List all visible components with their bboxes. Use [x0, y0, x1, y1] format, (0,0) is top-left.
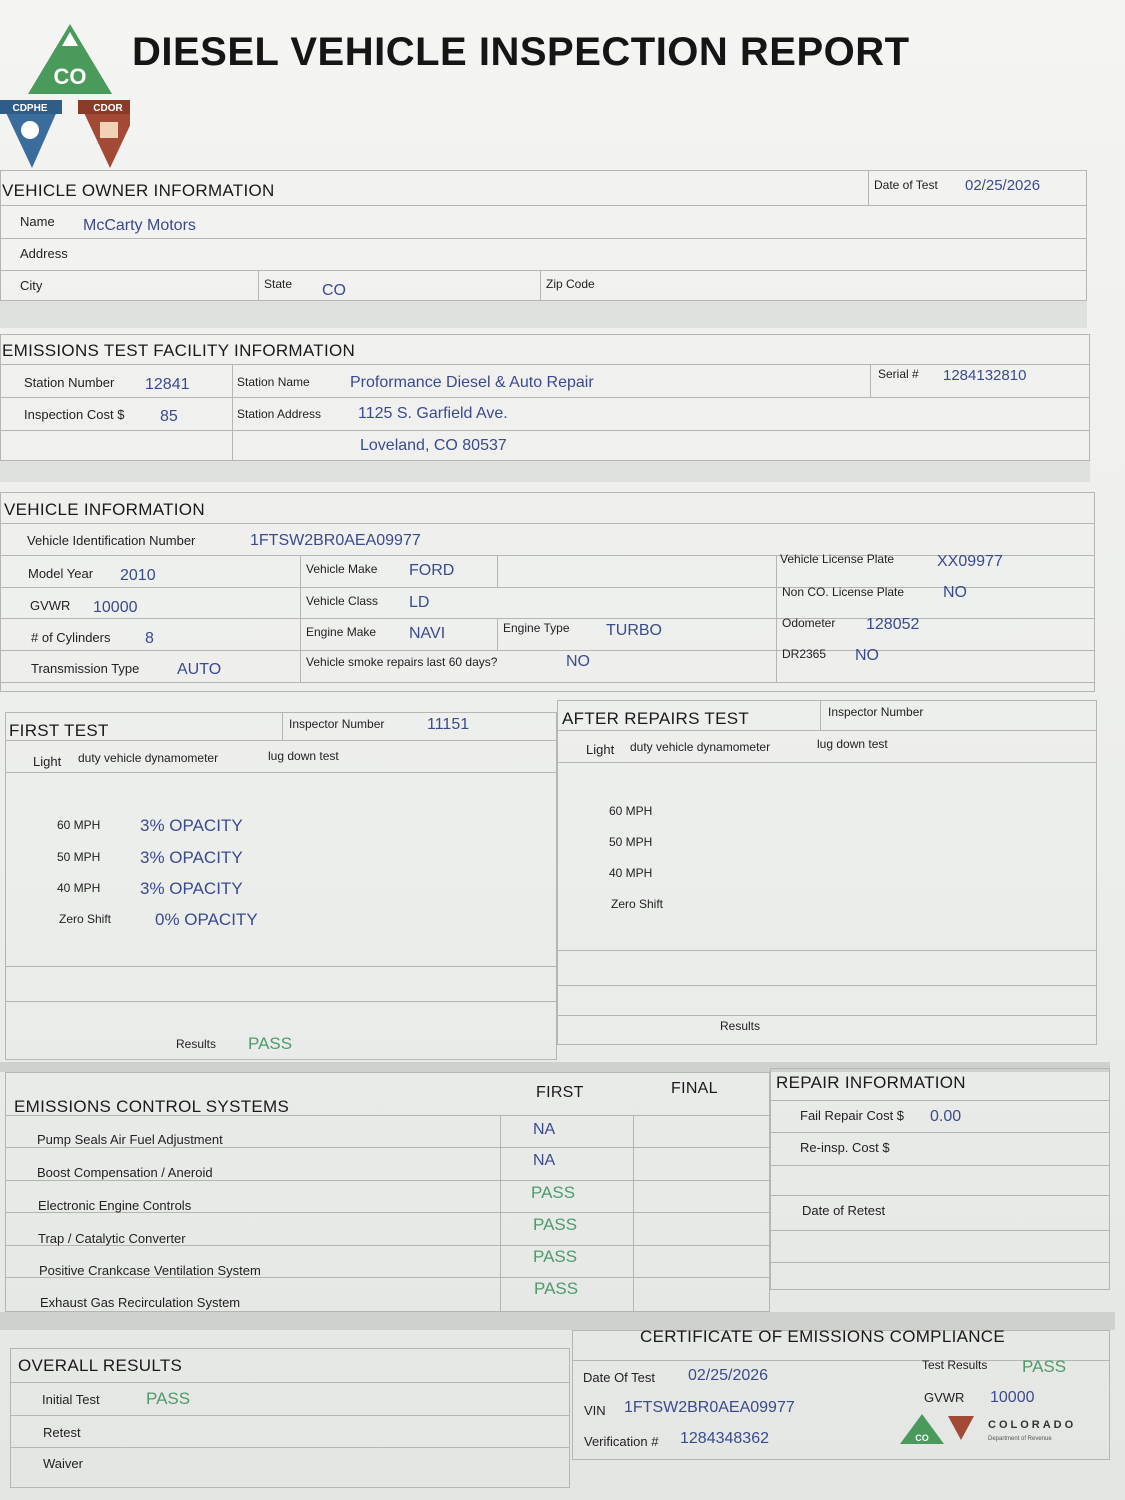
- engine-type-value: TURBO: [606, 622, 662, 639]
- initial-test-label: Initial Test: [42, 1392, 100, 1407]
- vehicle-make-value: FORD: [409, 562, 455, 579]
- cert-results-value: PASS: [1022, 1357, 1067, 1376]
- first-test-header: FIRST TEST: [9, 721, 109, 740]
- cert-gvwr-value: 10000: [990, 1389, 1035, 1406]
- control-row-3-label: Electronic Engine Controls: [38, 1198, 192, 1213]
- first-zero-value: 0% OPACITY: [155, 910, 258, 929]
- control-row-2-label: Boost Compensation / Aneroid: [37, 1165, 213, 1180]
- owner-state-label: State: [264, 277, 293, 291]
- station-name-value: Proformance Diesel & Auto Repair: [350, 374, 594, 391]
- svg-text:CO: CO: [915, 1433, 929, 1443]
- station-address-line2: Loveland, CO 80537: [360, 437, 507, 454]
- vin-value: 1FTSW2BR0AEA09977: [250, 532, 421, 549]
- owner-name-label: Name: [20, 214, 55, 229]
- cylinders-value: 8: [145, 630, 154, 647]
- license-plate-value: XX09977: [937, 553, 1003, 570]
- owner-zip-label: Zip Code: [546, 277, 595, 291]
- first-50-label: 50 MPH: [57, 850, 101, 864]
- colorado-wordmark: COLORADO: [988, 1419, 1077, 1431]
- cert-date-label: Date Of Test: [583, 1370, 656, 1385]
- non-co-plate-value: NO: [943, 584, 967, 601]
- serial-value: 1284132810: [943, 367, 1027, 384]
- gvwr-value: 10000: [93, 599, 138, 616]
- logo-co-text: CO: [53, 64, 87, 89]
- repair-header: REPAIR INFORMATION: [776, 1073, 966, 1092]
- logo-cdor-text: CDOR: [93, 103, 123, 114]
- control-row-6-first: PASS: [534, 1279, 579, 1298]
- serial-label: Serial #: [878, 367, 919, 381]
- repair-section: [770, 1068, 1110, 1290]
- after-opt-light: Light: [586, 742, 615, 757]
- inspection-cost-label: Inspection Cost $: [24, 407, 125, 422]
- cert-gvwr-label: GVWR: [924, 1390, 965, 1405]
- after-opt-dyno: duty vehicle dynamometer: [630, 740, 771, 754]
- station-address-line1: 1125 S. Garfield Ave.: [358, 405, 508, 422]
- after-inspector-label: Inspector Number: [828, 705, 924, 719]
- non-co-plate-label: Non CO. License Plate: [782, 585, 905, 599]
- control-row-4-first: PASS: [533, 1215, 578, 1234]
- owner-name-value: McCarty Motors: [83, 217, 196, 234]
- cert-vin-value: 1FTSW2BR0AEA09977: [624, 1399, 795, 1416]
- vin-label: Vehicle Identification Number: [27, 533, 196, 548]
- initial-test-value: PASS: [146, 1389, 191, 1408]
- vehicle-class-label: Vehicle Class: [306, 594, 379, 608]
- control-row-6-label: Exhaust Gas Recirculation System: [40, 1295, 241, 1310]
- dr2365-value: NO: [855, 647, 879, 664]
- cert-vin-label: VIN: [584, 1403, 606, 1418]
- first-40-label: 40 MPH: [57, 881, 101, 895]
- after-50-label: 50 MPH: [609, 835, 653, 849]
- overall-header: OVERALL RESULTS: [18, 1356, 183, 1375]
- after-zero-label: Zero Shift: [611, 897, 664, 911]
- control-row-1-first: NA: [533, 1121, 556, 1138]
- station-number-label: Station Number: [24, 375, 115, 390]
- first-results-value: PASS: [248, 1034, 293, 1053]
- cert-verification-label: Verification #: [584, 1434, 659, 1449]
- smoke-repairs-value: NO: [566, 653, 590, 670]
- fail-repair-cost-value: 0.00: [930, 1108, 962, 1125]
- engine-make-label: Engine Make: [306, 625, 377, 639]
- dr2365-label: DR2365: [782, 647, 827, 661]
- engine-type-label: Engine Type: [503, 621, 570, 635]
- first-inspector-label: Inspector Number: [289, 717, 385, 731]
- owner-address-label: Address: [20, 246, 68, 261]
- first-opt-lug: lug down test: [268, 749, 339, 763]
- controls-header: EMISSIONS CONTROL SYSTEMS: [14, 1097, 290, 1116]
- after-40-label: 40 MPH: [609, 866, 653, 880]
- control-row-4-label: Trap / Catalytic Converter: [38, 1231, 186, 1246]
- controls-first-label: FIRST: [536, 1084, 584, 1101]
- cert-results-label: Test Results: [922, 1358, 988, 1372]
- station-address-label: Station Address: [237, 407, 322, 421]
- owner-state-value: CO: [322, 282, 346, 299]
- owner-header: VEHICLE OWNER INFORMATION: [2, 181, 275, 200]
- page-title: DIESEL VEHICLE INSPECTION REPORT: [132, 30, 910, 74]
- smoke-repairs-label: Vehicle smoke repairs last 60 days?: [306, 655, 498, 669]
- facility-header: EMISSIONS TEST FACILITY INFORMATION: [2, 341, 356, 360]
- after-test-header: AFTER REPAIRS TEST: [562, 709, 750, 728]
- after-opt-lug: lug down test: [817, 737, 888, 751]
- controls-final-label: FINAL: [671, 1080, 718, 1097]
- control-row-2-first: NA: [533, 1152, 556, 1169]
- model-year-value: 2010: [120, 567, 156, 584]
- gvwr-label: GVWR: [30, 598, 71, 613]
- date-of-test-label: Date of Test: [874, 178, 938, 192]
- first-opt-dyno: duty vehicle dynamometer: [78, 751, 219, 765]
- control-row-1-label: Pump Seals Air Fuel Adjustment: [37, 1132, 223, 1147]
- first-inspector-value: 11151: [427, 716, 470, 733]
- owner-city-label: City: [20, 278, 43, 293]
- transmission-label: Transmission Type: [31, 661, 140, 676]
- cert-verification-value: 1284348362: [680, 1430, 769, 1447]
- date-of-test-value: 02/25/2026: [965, 177, 1041, 194]
- colorado-dept: Department of Revenue: [988, 1436, 1052, 1442]
- logo-cdphe-text: CDPHE: [12, 103, 48, 114]
- first-40-value: 3% OPACITY: [140, 879, 243, 898]
- after-60-label: 60 MPH: [609, 804, 653, 818]
- retest-label: Retest: [43, 1425, 81, 1440]
- first-60-label: 60 MPH: [57, 818, 101, 832]
- first-60-value: 3% OPACITY: [140, 816, 243, 835]
- first-opt-light: Light: [33, 754, 62, 769]
- odometer-label: Odometer: [782, 616, 836, 630]
- first-zero-label: Zero Shift: [59, 912, 112, 926]
- co-logo: [0, 18, 130, 178]
- station-name-label: Station Name: [237, 375, 310, 389]
- reinsp-cost-label: Re-insp. Cost $: [800, 1140, 890, 1155]
- vehicle-header: VEHICLE INFORMATION: [4, 500, 205, 519]
- cert-date-value: 02/25/2026: [688, 1367, 769, 1384]
- vehicle-class-value: LD: [409, 594, 430, 611]
- vehicle-section: [0, 492, 1095, 692]
- first-results-label: Results: [176, 1037, 217, 1051]
- after-results-label: Results: [720, 1019, 761, 1033]
- odometer-value: 128052: [866, 616, 920, 633]
- station-number-value: 12841: [145, 376, 190, 393]
- license-plate-label: Vehicle License Plate: [780, 552, 895, 566]
- control-row-3-first: PASS: [531, 1183, 576, 1202]
- date-of-retest-label: Date of Retest: [802, 1203, 886, 1218]
- fail-repair-cost-label: Fail Repair Cost $: [800, 1108, 905, 1123]
- control-row-5-first: PASS: [533, 1247, 578, 1266]
- vehicle-make-label: Vehicle Make: [306, 562, 378, 576]
- waiver-label: Waiver: [43, 1456, 83, 1471]
- transmission-value: AUTO: [177, 661, 222, 678]
- certificate-header: CERTIFICATE OF EMISSIONS COMPLIANCE: [640, 1327, 1006, 1346]
- first-50-value: 3% OPACITY: [140, 848, 243, 867]
- engine-make-value: NAVI: [409, 625, 446, 642]
- colorado-logo: [900, 1412, 1106, 1448]
- cylinders-label: # of Cylinders: [31, 630, 111, 645]
- model-year-label: Model Year: [28, 566, 94, 581]
- inspection-cost-value: 85: [160, 408, 178, 425]
- control-row-5-label: Positive Crankcase Ventilation System: [39, 1263, 261, 1278]
